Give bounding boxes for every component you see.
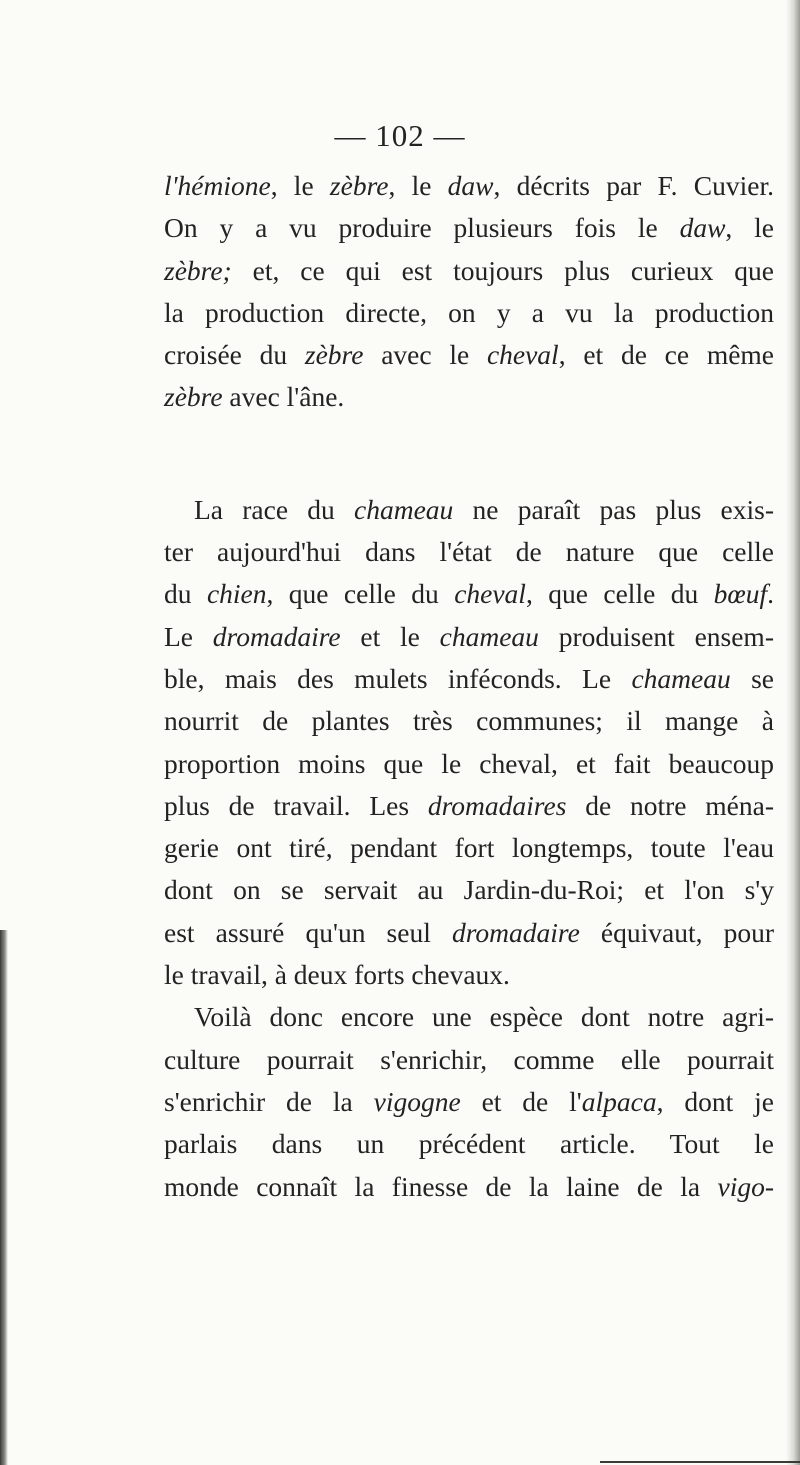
italic-term: vigo- [717,1170,774,1202]
text-line [164,1039,774,1081]
text-run: ble, mais des mulets inféconds. Le [164,662,632,694]
text-line [164,785,774,827]
text-run: culture pourrait s'enrichir, comme elle pourrait [164,1043,774,1075]
body-text [164,165,774,1208]
text-run: Voilà donc encore une espèce dont notre agri- [194,1001,774,1033]
text-line [164,1166,774,1208]
italic-term: cheval [454,578,526,610]
italic-term: chameau [354,493,454,525]
text-line [164,573,774,615]
text-run: et le [340,620,440,652]
italic-term: l'hémione [164,170,271,201]
text-line [164,531,774,573]
italic-term: dromadaire [212,620,341,652]
italic-term: daw [679,212,726,244]
text-line [164,1123,774,1165]
text-run: croisée du [164,339,305,371]
text-run: dont on se servait au Jardin-du-Roi; et l'on s'y [164,874,774,906]
text-line [164,250,774,292]
text-line [164,334,774,376]
text-run: et de l' [460,1085,582,1117]
text-run: produisent ensem- [538,620,774,652]
italic-term: bœuf [713,578,768,610]
text-run: avec l'âne. [222,381,345,413]
text-line [164,869,774,911]
text-line [164,954,774,996]
italic-term: chameau [631,662,731,694]
italic-term: dromadaires [427,789,567,821]
italic-term: zèbre [164,381,223,413]
paragraph [164,165,774,419]
text-run: On y a vu produire plusieurs fois le [164,212,680,244]
text-run: ne paraît pas plus exis- [453,493,774,525]
italic-term: vigogne [373,1085,461,1117]
text-line [164,996,774,1038]
text-line [164,292,774,334]
italic-term: daw [447,170,494,201]
text-run: , le [388,170,448,201]
text-run: , dont je [656,1085,774,1117]
text-run: plus de travail. Les [164,789,428,821]
text-run: nourrit de plantes très communes; il mange à [164,705,774,737]
text-line [164,912,774,954]
text-run: se [730,662,774,694]
text-line [164,658,774,700]
text-run: , que celle du [266,578,455,610]
text-run: Le [164,620,213,652]
page-edge [0,930,8,1465]
text-run: le travail, à deux forts chevaux. [164,959,510,991]
text-line [164,376,774,418]
italic-term: zèbre [329,170,389,201]
text-run: La race du [194,493,354,525]
text-run: du [164,578,207,610]
text-line [164,165,774,207]
text-run: de notre ména- [566,789,775,821]
page-number: — 102 — [334,118,466,153]
page-shadow [786,0,800,1465]
text-run: , le [270,170,330,201]
paragraph [164,489,774,997]
text-run: gerie ont tiré, pendant fort longtemps, toute l'eau [164,832,774,864]
text-run: la production directe, on y a vu la production [164,296,774,328]
text-run: , et de ce même [558,339,775,371]
text-run: s'enrichir de la [164,1085,374,1117]
italic-term: cheval [486,339,559,371]
text-line [164,616,774,658]
text-run: , décrits par F. Cuvier. [493,170,774,201]
text-run: et, ce qui est toujours plus curieux que [231,254,774,286]
italic-term: zèbre; [164,254,232,286]
italic-term: alpaca [581,1085,657,1117]
text-run: proportion moins que le cheval, et fait beaucoup [164,747,774,779]
text-run: ter aujourd'hui dans l'état de nature que celle [164,536,774,568]
text-run: , que celle du [525,578,714,610]
text-run: parlais dans un précédent article. Tout le [164,1128,774,1160]
text-run: est assuré qu'un seul [164,916,452,948]
text-line [164,700,774,742]
text-line [164,1081,774,1123]
text-run: équivaut, pour [579,916,774,948]
paragraph-gap [164,419,774,489]
text-run: avec le [363,339,487,371]
text-line [164,743,774,785]
text-line [164,489,774,531]
text-line [164,827,774,869]
bottom-rule [600,1461,800,1463]
text-run: , le [725,212,774,244]
italic-term: zèbre [304,339,364,371]
italic-term: dromadaire [451,916,580,948]
italic-term: chameau [439,620,539,652]
text-run: monde connaît la finesse de la laine de la [164,1170,718,1202]
italic-term: chien [206,578,267,610]
text-line [164,207,774,249]
paragraph [164,996,774,1207]
text-run: . [767,578,774,610]
